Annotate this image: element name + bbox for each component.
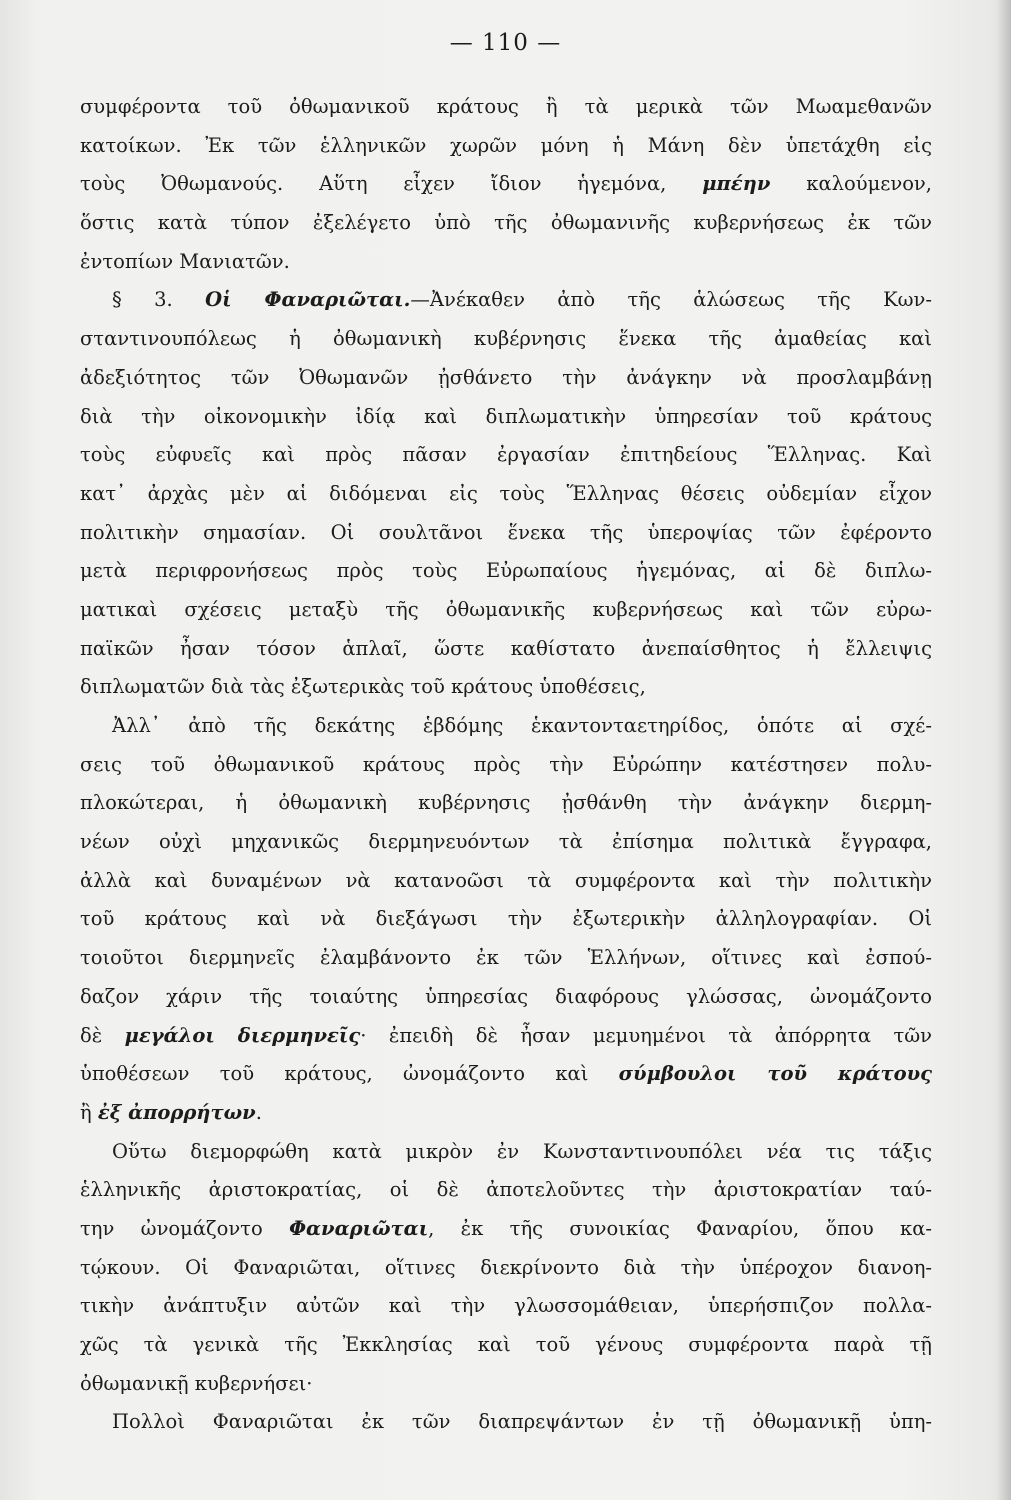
text-line xyxy=(80,1365,932,1404)
text-line xyxy=(80,1171,932,1210)
text-line xyxy=(80,281,932,320)
text-segment: ἢ xyxy=(80,1100,98,1124)
text-line xyxy=(80,746,932,785)
text-line xyxy=(80,668,932,707)
text-segment: την ὠνομάζοντο xyxy=(80,1216,290,1240)
text-segment: τικὴν ἀνάπτυξιν αὐτῶν καὶ τὴν γλωσσομάθειαν, ὑπερήσπιζον πολλα- xyxy=(80,1294,932,1318)
text-segment: ὀθωμανικῇ κυβερνήσει· xyxy=(80,1371,313,1395)
emphasized-term: μεγάλοι διερμηνεῖς xyxy=(124,1023,361,1047)
text-segment: ἑλληνικῆς ἀριστοκρατίας, οἱ δὲ ἀποτελοῦντες τὴν ἀριστοκρατίαν ταύ- xyxy=(80,1178,932,1202)
page-edge-shadow xyxy=(997,0,1011,1500)
text-segment: Οὕτω διεμορφώθη κατὰ μικρὸν ἐν Κωνσταντινουπόλει νέα τις τάξις xyxy=(112,1139,932,1163)
body-text xyxy=(80,88,932,1442)
text-line xyxy=(80,552,932,591)
text-segment: καλούμενον, xyxy=(770,172,932,196)
text-line xyxy=(80,1210,932,1249)
text-segment: ματικαὶ σχέσεις μεταξὺ τῆς ὀθωμανικῆς κυβερνήσεως καὶ τῶν εὐρω- xyxy=(80,597,932,621)
text-line xyxy=(80,243,932,282)
text-segment: πολιτικὴν σημασίαν. Οἱ σουλτᾶνοι ἕνεκα τῆς ὑπεροψίας τῶν ἐφέροντο xyxy=(80,520,932,544)
text-line xyxy=(80,436,932,475)
text-segment: κατ᾿ ἀρχὰς μὲν αἱ διδόμεναι εἰς τοὺς Ἕλληνας θέσεις οὐδεμίαν εἶχον xyxy=(80,481,932,505)
emphasized-term: σύμβουλοι τοῦ κράτους xyxy=(618,1062,932,1086)
text-line xyxy=(80,862,932,901)
text-line xyxy=(80,320,932,359)
emphasized-term: μπέην xyxy=(702,172,771,196)
text-segment: σταντινουπόλεως ἡ ὀθωμανικὴ κυβέρνησις ἕνεκα τῆς ἀμαθείας καὶ xyxy=(80,327,932,351)
text-line xyxy=(80,204,932,243)
text-line xyxy=(80,978,932,1017)
page-number: — 110 — xyxy=(449,30,562,56)
text-segment: ὅστις κατὰ τύπον ἐξελέγετο ὑπὸ τῆς ὀθωμανινῆς κυβερνήσεως ἐκ τῶν xyxy=(80,211,932,235)
text-segment: χῶς τὰ γενικὰ τῆς Ἐκκλησίας καὶ τοῦ γένους συμφέροντα παρὰ τῇ xyxy=(80,1333,932,1356)
text-line xyxy=(80,630,932,669)
text-line xyxy=(80,591,932,630)
text-line xyxy=(80,707,932,746)
text-segment: νέων οὐχὶ μηχανικῶς διερμηνευόντων τὰ ἐπίσημα πολιτικὰ ἔγγραφα, xyxy=(80,830,932,854)
text-line xyxy=(80,359,932,398)
text-segment: τοῦ κράτους καὶ νὰ διεξάγωσι τὴν ἐξωτερικὴν ἀλληλογραφίαν. Οἱ xyxy=(80,907,932,931)
text-line xyxy=(80,900,932,939)
text-line xyxy=(80,127,932,166)
text-line xyxy=(80,1249,932,1288)
text-segment: ἀδεξιότητος τῶν Ὀθωμανῶν ᾐσθάνετο τὴν ἀνάγκην νὰ προσλαμβάνῃ xyxy=(80,365,932,389)
emphasized-term: Οἱ Φαναριῶται. xyxy=(205,288,411,312)
text-line xyxy=(80,1287,932,1326)
text-segment: κατοίκων. Ἐκ τῶν ἑλληνικῶν χωρῶν μόνη ἡ Μάνη δὲν ὑπετάχθη εἰς xyxy=(80,133,932,157)
text-segment: τοὺς εὐφυεῖς καὶ πρὸς πᾶσαν ἐργασίαν ἐπιτηδείους Ἕλληνας. Καὶ xyxy=(80,443,932,467)
text-segment: τῴκουν. Οἱ Φαναριῶται, οἵτινες διεκρίνοντο διὰ τὴν ὑπέροχον διανοη- xyxy=(80,1255,932,1279)
text-segment: μετὰ περιφρονήσεως πρὸς τοὺς Εὐρωπαίους ἡγεμόνας, αἱ δὲ διπλω- xyxy=(80,559,932,583)
text-line xyxy=(80,398,932,437)
text-segment: δαζον χάριν τῆς τοιαύτης ὑπηρεσίας διαφόρους γλώσσας, ὠνομάζοντο xyxy=(80,984,932,1008)
text-segment: διπλωματῶν διὰ τὰς ἐξωτερικὰς τοῦ κράτους ὑποθέσεις, xyxy=(80,675,646,699)
text-line xyxy=(80,784,932,823)
text-segment: Πολλοὶ Φαναριῶται ἐκ τῶν διαπρεψάντων ἐν τῇ ὀθωμανικῇ ὑπη- xyxy=(112,1410,932,1434)
text-segment: τοὺς Ὀθωμανούς. Αὕτη εἶχεν ἴδιον ἡγεμόνα, xyxy=(80,172,703,196)
text-segment: πλοκώτεραι, ἡ ὀθωμανικὴ κυβέρνησις ᾐσθάνθη τὴν ἀνάγκην διερμη- xyxy=(80,791,932,815)
text-line xyxy=(80,1017,932,1056)
text-line xyxy=(80,165,932,204)
text-segment: § 3. xyxy=(112,288,206,312)
text-segment: , ἐκ τῆς συνοικίας Φαναρίου, ὅπου κα- xyxy=(428,1216,932,1240)
text-segment: · ἐπειδὴ δὲ ἦσαν μεμυημένοι τὰ ἀπόρρητα τῶν xyxy=(360,1023,932,1047)
text-segment: συμφέροντα τοῦ ὀθωμανικοῦ κράτους ἢ τὰ μερικὰ τῶν Μωαμεθανῶν xyxy=(80,95,932,118)
text-line xyxy=(80,514,932,553)
text-line xyxy=(80,88,932,127)
text-line xyxy=(80,1326,932,1365)
text-segment: ὑποθέσεων τοῦ κράτους, ὠνομάζοντο καὶ xyxy=(80,1062,619,1086)
text-line xyxy=(80,1055,932,1094)
text-line xyxy=(80,939,932,978)
text-segment: Ἀλλ᾿ ἀπὸ τῆς δεκάτης ἑβδόμης ἑκαντονταετηρίδος, ὁπότε αἱ σχέ- xyxy=(112,714,932,737)
emphasized-term: ἐξ ἀπορρήτων xyxy=(97,1100,256,1124)
text-line xyxy=(80,1094,932,1133)
text-segment: διὰ τὴν οἰκονομικὴν ἰδίᾳ καὶ διπλωματικὴν ὑπηρεσίαν τοῦ κράτους xyxy=(80,404,932,428)
emphasized-term: Φαναριῶται xyxy=(289,1216,429,1240)
text-segment: ἐντοπίων Μανιατῶν. xyxy=(80,249,290,273)
text-segment: παϊκῶν ἦσαν τόσον ἁπλαῖ, ὥστε καθίστατο ἀνεπαίσθητος ἡ ἔλλειψις xyxy=(80,636,932,660)
text-segment: δὲ xyxy=(80,1023,125,1047)
text-segment: . xyxy=(255,1100,262,1124)
text-segment: ἀλλὰ καὶ δυναμένων νὰ κατανοῶσι τὰ συμφέροντα καὶ τὴν πολιτικὴν xyxy=(80,868,932,892)
text-line xyxy=(80,1133,932,1172)
text-line xyxy=(80,823,932,862)
text-line xyxy=(80,1403,932,1442)
text-segment: τοιοῦτοι διερμηνεῖς ἐλαμβάνοντο ἐκ τῶν Ἑλλήνων, οἵτινες καὶ ἐσπού- xyxy=(80,946,932,970)
text-segment: σεις τοῦ ὀθωμανικοῦ κράτους πρὸς τὴν Εὐρώπην κατέστησεν πολυ- xyxy=(80,752,932,776)
text-line xyxy=(80,475,932,514)
text-segment: —Ἀνέκαθεν ἀπὸ τῆς ἁλώσεως τῆς Κων- xyxy=(410,288,932,312)
